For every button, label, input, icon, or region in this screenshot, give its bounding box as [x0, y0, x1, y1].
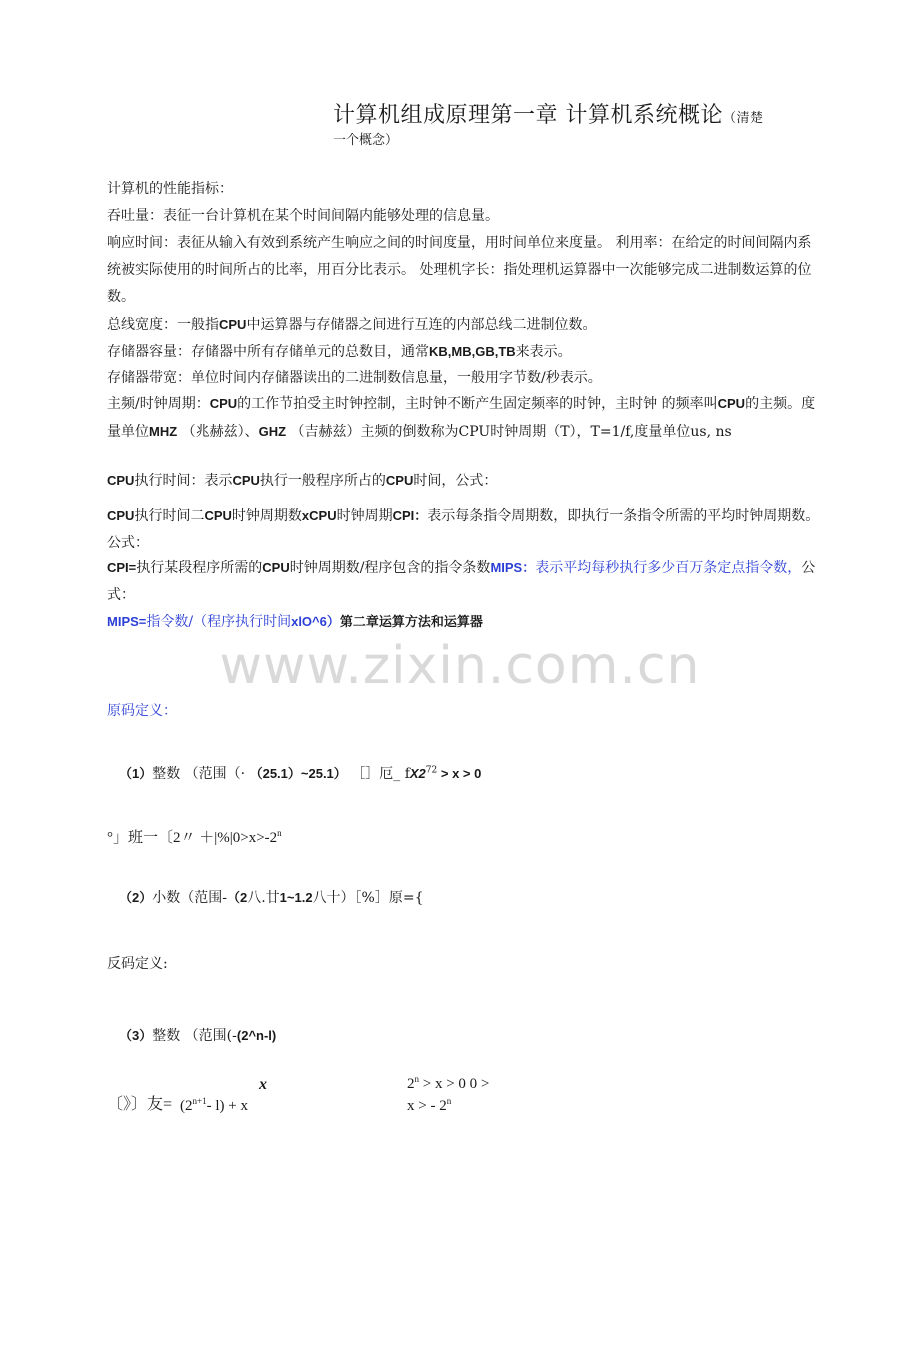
int1-d: ［］厄_ f	[351, 766, 410, 782]
memory-capacity-text	[107, 338, 822, 366]
throughput-text: 吞吐量：表征一台计算机在某个时间间隔内能够处理的信息量。	[107, 208, 499, 224]
cpif-a: CPI=	[107, 560, 137, 575]
cpif-b: 执行某段程序所需的	[136, 560, 263, 576]
page-title	[333, 98, 764, 129]
int1-e: X2	[409, 766, 426, 781]
section-heading: 计算机的性能指标：	[107, 181, 233, 197]
left-b-sup: n+1	[192, 1096, 207, 1106]
cpif-d: 时钟周期数/程序包含的指令条数	[289, 560, 491, 576]
cpi-formula-text	[107, 554, 822, 609]
left-c: - l) + x	[206, 1098, 248, 1114]
cpi-d: 时钟周期数	[231, 508, 302, 524]
int1-c: （25.1）~25.1）	[249, 766, 347, 781]
bus-width-text	[107, 311, 822, 339]
int1l2-a: °」班一〔2〃 ＋|%|0>x>-2	[107, 830, 278, 846]
mem-c: 来表示。	[515, 344, 572, 360]
exec-a: CPU	[107, 473, 135, 488]
int3-c: (2^n-l)	[236, 1028, 277, 1043]
exec-d: 执行一般程序所占的	[259, 473, 386, 489]
clock-g: （兆赫兹）、	[177, 424, 259, 440]
response-time-text: 响应时间：表征从输入有效到系统产生响应之间的时间度量，用时间单位来度量。 利用率：在给定的时间间隔内系统被实际使用的时间所占的比率，用百分比表示。 处理机字长：指处理机运算器中一次能够完成二进制数运算的位数。	[107, 235, 812, 305]
right2-a: x > - 2	[407, 1098, 447, 1114]
cpi-c: CPU	[204, 508, 232, 523]
integer-range-3	[119, 1025, 276, 1045]
mips-d: 第二章运算方法和运算器	[339, 614, 483, 629]
fanma-condition-2	[407, 1098, 451, 1115]
right2-sup: n	[446, 1096, 452, 1106]
frac2-a: （2）	[119, 890, 153, 905]
clock-d: CPU	[717, 396, 746, 411]
bus-b: CPU	[219, 317, 247, 332]
clock-b: CPU	[209, 396, 238, 411]
integer-range-1	[119, 763, 481, 783]
exec-f: 时间，公式：	[413, 473, 498, 489]
title-suffix: （清楚	[723, 111, 764, 126]
right1-a: 2	[407, 1076, 415, 1092]
frac2-f: 八十）［%］原={	[312, 890, 424, 906]
fanma-left-label: 〔》〕友=	[107, 1096, 173, 1113]
cpif-g: 公式：	[107, 560, 816, 603]
mips-a: MIPS=	[107, 614, 147, 629]
frac2-c: （2	[226, 890, 248, 905]
formula-numerator-x: x	[259, 1076, 267, 1093]
cpi-h: 表示每条指令周期数，即执行一条指令所需的平均时钟周期数。公式：	[107, 508, 820, 551]
int1-f: 72	[425, 765, 438, 776]
int3-a: （3）	[119, 1028, 153, 1043]
exec-b: 执行时间：表示	[134, 473, 233, 489]
exec-e: CPU	[385, 473, 414, 488]
mem-b: KB,MB,GB,TB	[429, 344, 516, 359]
exec-c: CPU	[232, 473, 260, 488]
fanma-left-expression	[180, 1098, 248, 1115]
watermark: www.zixin.com.cn	[219, 636, 701, 696]
cpif-f: 表示平均每秒执行多少百万条定点指令数，	[535, 560, 802, 576]
clock-text	[107, 390, 822, 446]
cpi-g: CPI：	[392, 508, 428, 523]
cpif-e: MIPS：	[490, 560, 536, 575]
clock-i: （吉赫兹）主频的倒数称为CPU时钟周期（T），T=1/f,度量单位us, ns	[286, 424, 732, 440]
mem-a: 存储器容量：存储器中所有存储单元的总数目，通常	[107, 344, 429, 360]
fanma-heading: 反码定义:	[107, 956, 168, 972]
title-main: 计算机组成原理第一章 计算机系统概论	[333, 103, 723, 128]
cpi-e: xCPU	[301, 508, 337, 523]
int1-g: > x > 0	[437, 766, 482, 781]
cpi-definition-text	[107, 502, 822, 557]
yuanma-heading: 原码定义：	[107, 703, 177, 719]
frac2-e: 1~1.2	[279, 890, 313, 905]
bus-c: 中运算器与存储器之间进行互连的内部总线二进制位数。	[246, 317, 597, 333]
clock-h: GHZ	[258, 424, 287, 439]
right1-b: > x > 0 0 >	[419, 1076, 490, 1092]
cpi-f: 时钟周期	[336, 508, 393, 524]
memory-bandwidth-text: 存储器带宽：单位时间内存储器读出的二进制数信息量，一般用字节数/秒表示。	[107, 370, 602, 386]
frac2-b: 小数（范围-	[152, 890, 227, 906]
clock-e: 的主频。度量单位	[107, 396, 816, 440]
integer-range-1-line2	[107, 826, 282, 847]
mips-b: 指令数/（程序执行时间	[146, 614, 292, 630]
bus-a: 总线宽度：一般指	[107, 317, 219, 333]
int1-a: （1）	[119, 766, 153, 781]
title-line2: 一个概念）	[333, 133, 399, 148]
right1-sup: n	[414, 1074, 419, 1084]
mips-formula-text	[107, 608, 822, 636]
int3-b: 整数 （范围(-	[152, 1028, 237, 1044]
clock-c: 的工作节拍受主时钟控制，主时钟不断产生固定频率的时钟，主时钟 的频率叫	[237, 396, 718, 412]
cpi-a: CPU	[107, 508, 135, 523]
int1l2-sup: n	[277, 828, 282, 838]
cpif-c: CPU	[262, 560, 290, 575]
clock-f: MHZ	[149, 424, 178, 439]
fraction-range-2	[119, 887, 424, 907]
left-b: (2	[180, 1098, 193, 1114]
fanma-condition-1	[407, 1076, 489, 1093]
frac2-d: 八.廿	[247, 890, 280, 906]
mips-c: xlO^6）	[291, 614, 340, 629]
clock-a: 主频/时钟周期：	[107, 396, 210, 412]
exec-time-text	[107, 467, 822, 495]
cpi-b: 执行时间二	[134, 508, 205, 524]
int1-b: 整数 （范围（·	[152, 766, 246, 782]
